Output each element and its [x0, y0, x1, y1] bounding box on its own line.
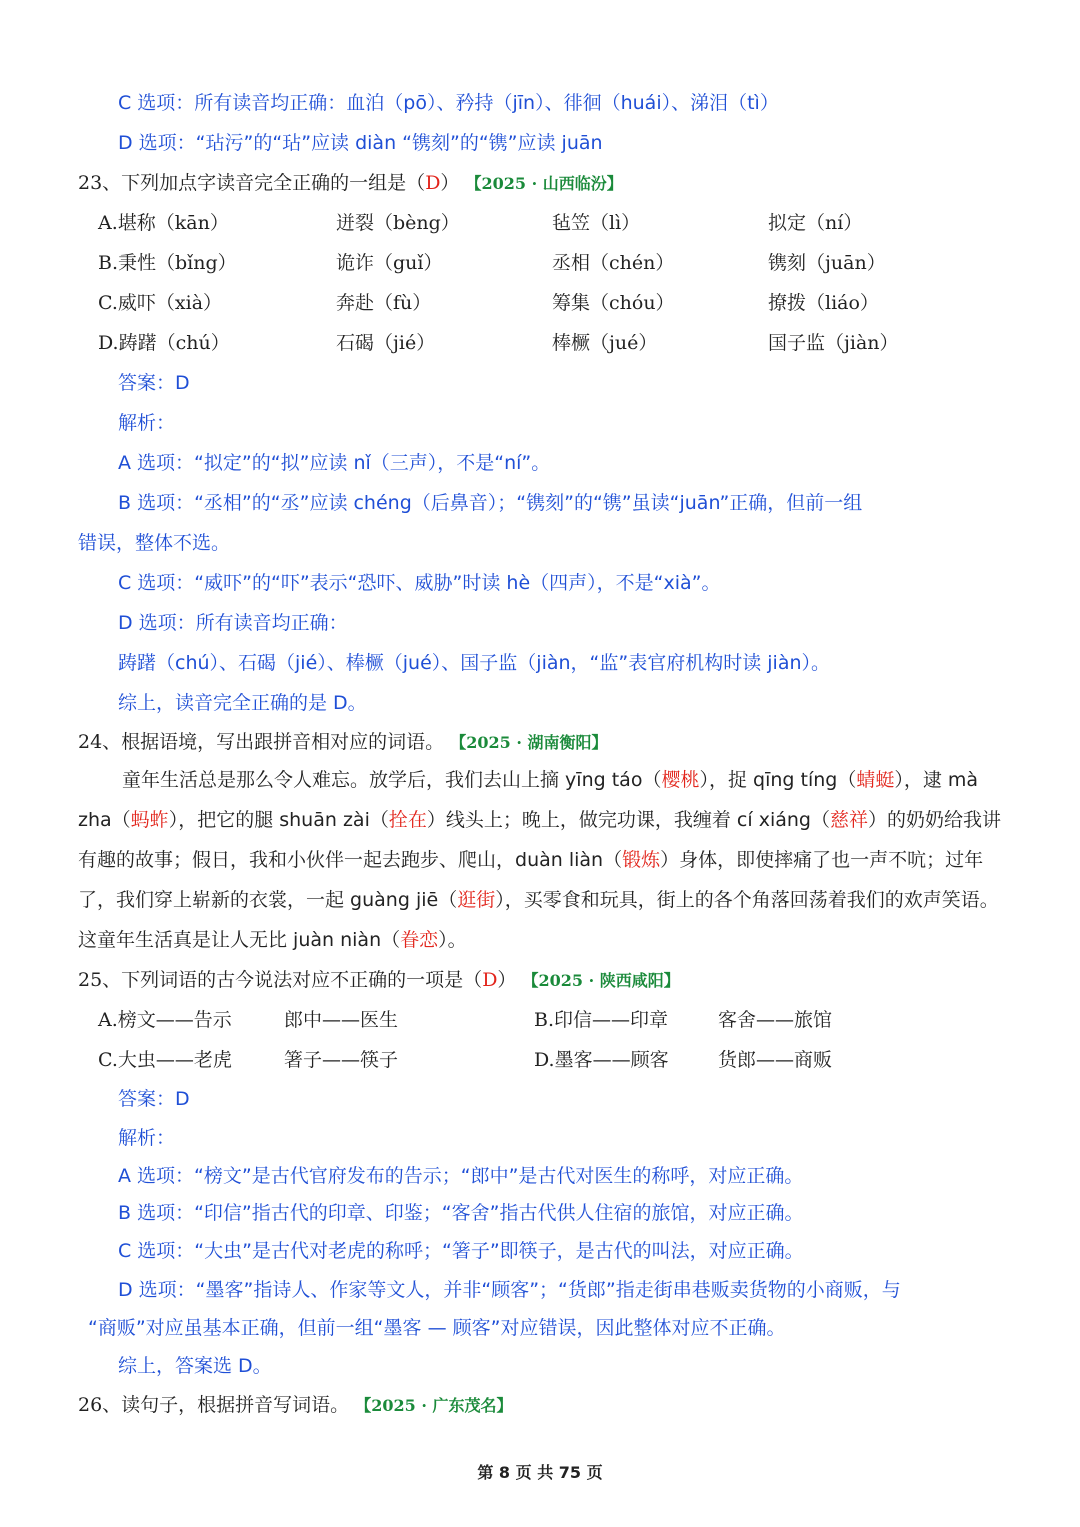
q26-source-tag: 【2025 · 广东茂名】: [355, 1396, 513, 1415]
q25-answer: 答案：D: [118, 1088, 190, 1110]
q23-summary: 综上，读音完全正确的是 D。: [118, 692, 367, 714]
q24-answer-1: 樱桃: [661, 769, 700, 791]
q25-answer-inline: D: [482, 969, 498, 991]
q23-answer-inline: D: [425, 172, 441, 194]
q23-analysis-b2: 错误，整体不选。: [78, 532, 231, 554]
q25-option-b-1: B.印信——印章: [534, 1009, 669, 1031]
q26-stem: [78, 1393, 1002, 1418]
q24-pinyin-6: duàn liàn（: [515, 849, 623, 871]
q23-b-2: 诡诈（guǐ）: [336, 252, 443, 274]
q24-answer-3: 蚂蚱: [130, 809, 169, 831]
q23-analysis-label: 解析：: [118, 412, 176, 434]
q23-c-1: C.威吓（xià）: [98, 292, 223, 314]
q24-text-4: ），把它的腿: [168, 809, 274, 831]
q24-text-6: ）的奶奶给我讲有趣的故事；假日，我和小伙伴一起去跑步、爬山，: [78, 809, 1001, 871]
q25-analysis-a: A 选项：“榜文”是古代官府发布的告示；“郎中”是古代对医生的称呼，对应正确。: [118, 1165, 804, 1187]
q24-answer-8: 眷恋: [400, 929, 439, 951]
q23-a-3: 毡笠（lì）: [552, 212, 641, 234]
q24-pinyin-3: mà zha（: [78, 769, 979, 831]
q23-a-4: 拟定（ní）: [768, 212, 863, 234]
q25-option-d-1: D.墨客——顾客: [534, 1049, 669, 1071]
q23-c-4: 撩拨（liáo）: [768, 292, 879, 314]
q25-stem: [78, 968, 1002, 993]
q23-b-1: B.秉性（bǐng）: [98, 252, 237, 274]
prev-d-line: D 选项：“玷污”的“玷”应读 diàn “镌刻”的“镌”应读 juān: [118, 132, 603, 154]
q24-passage: [78, 760, 1003, 960]
q25-analysis-b: B 选项：“印信”指古代的印章、印鉴；“客舍”指古代供人住宿的旅馆，对应正确。: [118, 1202, 804, 1224]
q24-text-3: ），逮: [894, 769, 942, 791]
q23-c-2: 奔赴（fù）: [336, 292, 432, 314]
q25-option-a-1: A.榜文——告示: [98, 1009, 232, 1031]
q24-text-9: ）。: [438, 929, 467, 951]
q23-source-tag: 【2025 · 山西临汾】: [465, 174, 623, 193]
q25-analysis-d1: D 选项：“墨客”指诗人、作家等文人，并非“顾客”；“货郎”指走街串巷贩卖货物的小商贩，与: [118, 1279, 901, 1301]
q24-answer-5: 慈祥: [829, 809, 868, 831]
q24-pinyin-1: yīng táo（: [559, 769, 662, 791]
q23-analysis-c: C 选项：“威吓”的“吓”表示“恐吓、威胁”时读 hè（四声），不是“xià”。: [118, 572, 721, 594]
q23-stem-end: ）: [440, 172, 460, 194]
q23-stem: [78, 171, 1002, 196]
q24-text-1: 童年生活总是那么令人难忘。放学后，我们去山上摘: [122, 769, 560, 791]
q24-stem: [78, 730, 1002, 755]
q25-analysis-label: 解析：: [118, 1127, 176, 1149]
q24-pinyin-7: guàng jiē（: [344, 889, 458, 911]
q23-d-4: 国子监（jiàn）: [768, 332, 899, 354]
q25-source-tag: 【2025 · 陕西咸阳】: [522, 971, 680, 990]
q24-text-7: ）身体，即使摔痛了也一声不吭；过年了，我们穿上崭新的衣裳，一起: [78, 849, 984, 911]
q25-summary: 综上，答案选 D。: [118, 1355, 272, 1377]
q24-pinyin-8: juàn niàn（: [287, 929, 401, 951]
q24-source-tag: 【2025 · 湖南衡阳】: [450, 733, 608, 752]
q25-option-b-2: 客舍——旅馆: [718, 1009, 833, 1031]
q25-option-c-1: C.大虫——老虎: [98, 1049, 232, 1071]
q23-d-1: D.踌躇（chú）: [98, 332, 230, 354]
q24-text-5: ）线头上；晚上，做完功课，我缠着: [426, 809, 731, 831]
q24-answer-4: 拴在: [388, 809, 427, 831]
q24-stem-text: 24、根据语境，写出跟拼音相对应的词语。: [78, 731, 445, 753]
q25-option-c-2: 箸子——筷子: [284, 1049, 399, 1071]
q23-a-1: A.堪称（kān）: [98, 212, 229, 234]
q23-analysis-d2: 踌躇（chú）、石碣（jié）、棒橛（jué）、国子监（jiàn，“监”表官府机构时读 jiàn）。: [118, 652, 831, 674]
q23-a-2: 迸裂（bèng）: [336, 212, 460, 234]
q23-stem-text: 23、下列加点字读音完全正确的一组是（: [78, 172, 426, 194]
q25-stem-end: ）: [497, 969, 517, 991]
q25-analysis-d2: “商贩”对应虽基本正确，但前一组“墨客 — 顾客”对应错误，因此整体对应不正确。: [88, 1317, 786, 1339]
q25-option-a-2: 郎中——医生: [284, 1009, 399, 1031]
q23-d-3: 棒橛（jué）: [552, 332, 658, 354]
q24-pinyin-5: cí xiáng（: [730, 809, 830, 831]
q23-b-3: 丞相（chén）: [552, 252, 675, 274]
q25-option-d-2: 货郎——商贩: [718, 1049, 833, 1071]
q24-answer-7: 逛街: [457, 889, 496, 911]
q24-pinyin-4: shuān zài（: [273, 809, 389, 831]
q24-text-8: ），买零食和玩具，街上的各个角落回荡着我们的欢声笑语。这童年生活真是让人无比: [78, 889, 999, 951]
q25-stem-text: 25、下列词语的古今说法对应不正确的一项是（: [78, 969, 483, 991]
q23-d-2: 石碣（jié）: [336, 332, 436, 354]
q25-analysis-c: C 选项：“大虫”是古代对老虎的称呼；“箸子”即筷子，是古代的叫法，对应正确。: [118, 1240, 804, 1262]
q24-answer-6: 锻炼: [622, 849, 661, 871]
q23-analysis-a: A 选项：“拟定”的“拟”应读 nǐ（三声），不是“ní”。: [118, 452, 551, 474]
q24-text-2: ），捉: [699, 769, 747, 791]
q26-stem-text: 26、读句子，根据拼音写词语。: [78, 1394, 350, 1416]
q24-pinyin-2: qīng tíng（: [746, 769, 857, 791]
q24-answer-2: 蜻蜓: [856, 769, 895, 791]
q23-c-3: 筹集（chóu）: [552, 292, 675, 314]
q23-analysis-d1: D 选项：所有读音均正确：: [118, 612, 348, 634]
q23-b-4: 镌刻（juān）: [768, 252, 886, 274]
q23-answer: 答案：D: [118, 372, 190, 394]
q23-analysis-b1: B 选项：“丞相”的“丞”应读 chéng（后鼻音）；“镌刻”的“镌”虽读“juān”正确，但前一组: [118, 492, 863, 514]
prev-c-line: C 选项：所有读音均正确：血泊（pō）、矜持（jīn）、徘徊（huái）、涕泪（tì）: [118, 92, 779, 114]
page-footer: 第 8 页 共 75 页: [477, 1463, 603, 1482]
